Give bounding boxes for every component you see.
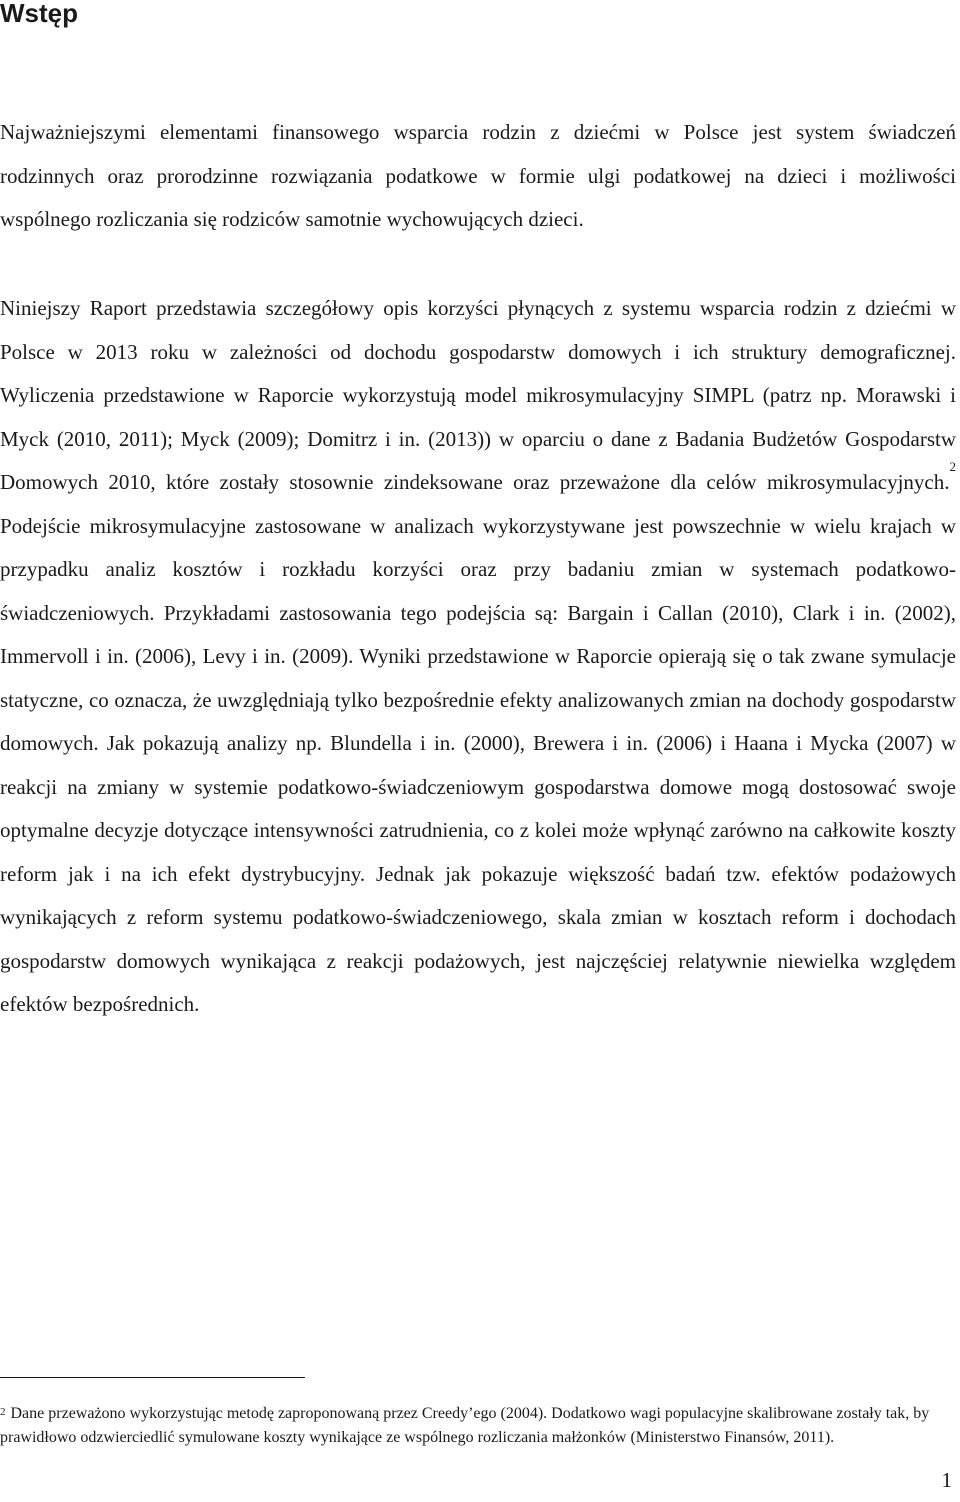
footnote-separator xyxy=(0,1377,305,1378)
footnote-reference[interactable]: 2 xyxy=(949,459,956,474)
intro-paragraph xyxy=(0,111,956,242)
footnote-number: 2 xyxy=(0,1406,6,1418)
report-description-paragraph xyxy=(0,287,956,1027)
footnote xyxy=(0,1402,940,1450)
paragraph-text-part2: Podejście mikrosymulacyjne zastosowane w analizach wykorzystywane jest powszechnie w wielu krajach w przypadku analiz kosztów i rozkładu korzyści oraz przy badaniu zmian w systemach podatkowo-świadczeniowych. Przykładami zastosowania tego podejścia są: Bargain i Callan (2010), Clark i in. (2002), Immervoll i in. (2006), Levy i in. (2009). Wyniki przedstawione w Raporcie opierają się o tak zwane symulacje statyczne, co oznacza, że uwzględniają tylko bezpośrednie efekty analizowanych zmian na dochody gospodarstw domowych. Jak pokazują analizy np. Blundella i in. (2000), Brewera i in. (2006) i Haana i Mycka (2007) w reakcji na zmiany w systemie podatkowo-świadczeniowym gospodarstwa domowe mogą dostosować swoje optymalne decyzje dotyczące intensywności zatrudnienia, co z kolei może wpłynąć zarówno na całkowite koszty reform jak i na ich efekt dystrybucyjny. Jednak jak pokazuje większość badań tzw. efektów podażowych wynikających z reform systemu podatkowo-świadczeniowego, skala zmian w kosztach reform i dochodach gospodarstw domowych wynikająca z reakcji podażowych, jest najczęściej relatywnie niewielka względem efektów bezpośrednich. xyxy=(0,513,956,1016)
paragraph-text-part1: Niniejszy Raport przedstawia szczegółowy opis korzyści płynących z systemu wsparcia rodzin z dziećmi w Polsce w 2013 roku w zależności od dochodu gospodarstw domowych i ich struktury demograficznej. Wyliczenia przedstawione w Raporcie wykorzystują model mikrosymulacyjny SIMPL (patrz np. Morawski i Myck (2010, 2011); Myck (2009); Domitrz i in. (2013)) w oparciu o dane z Badania Budżetów Gospodarstw Domowych 2010, które zostały stosownie zindeksowane oraz przeważone dla celów mikrosymulacyjnych. xyxy=(0,296,956,494)
paragraph-text: Najważniejszymi elementami finansowego wsparcia rodzin z dziećmi w Polsce jest system świadczeń rodzinnych oraz prorodzinne rozwiązania podatkowe w formie ulgi podatkowej na dzieci i możliwości wspólnego rozliczania się rodziców samotnie wychowujących dzieci. xyxy=(0,120,956,231)
footnote-text: Dane przeważono wykorzystując metodę zaproponowaną przez Creedy’ego (2004). Dodatkowo wagi populacyjne skalibrowane zostały tak, by prawidłowo odzwierciedlić symulowane koszty wynikające ze wspólnego rozliczania małżonków (Ministerstwo Finansów, 2011). xyxy=(0,1405,930,1446)
page-number: 1 xyxy=(941,1468,952,1492)
page-heading: Wstęp xyxy=(0,0,78,28)
